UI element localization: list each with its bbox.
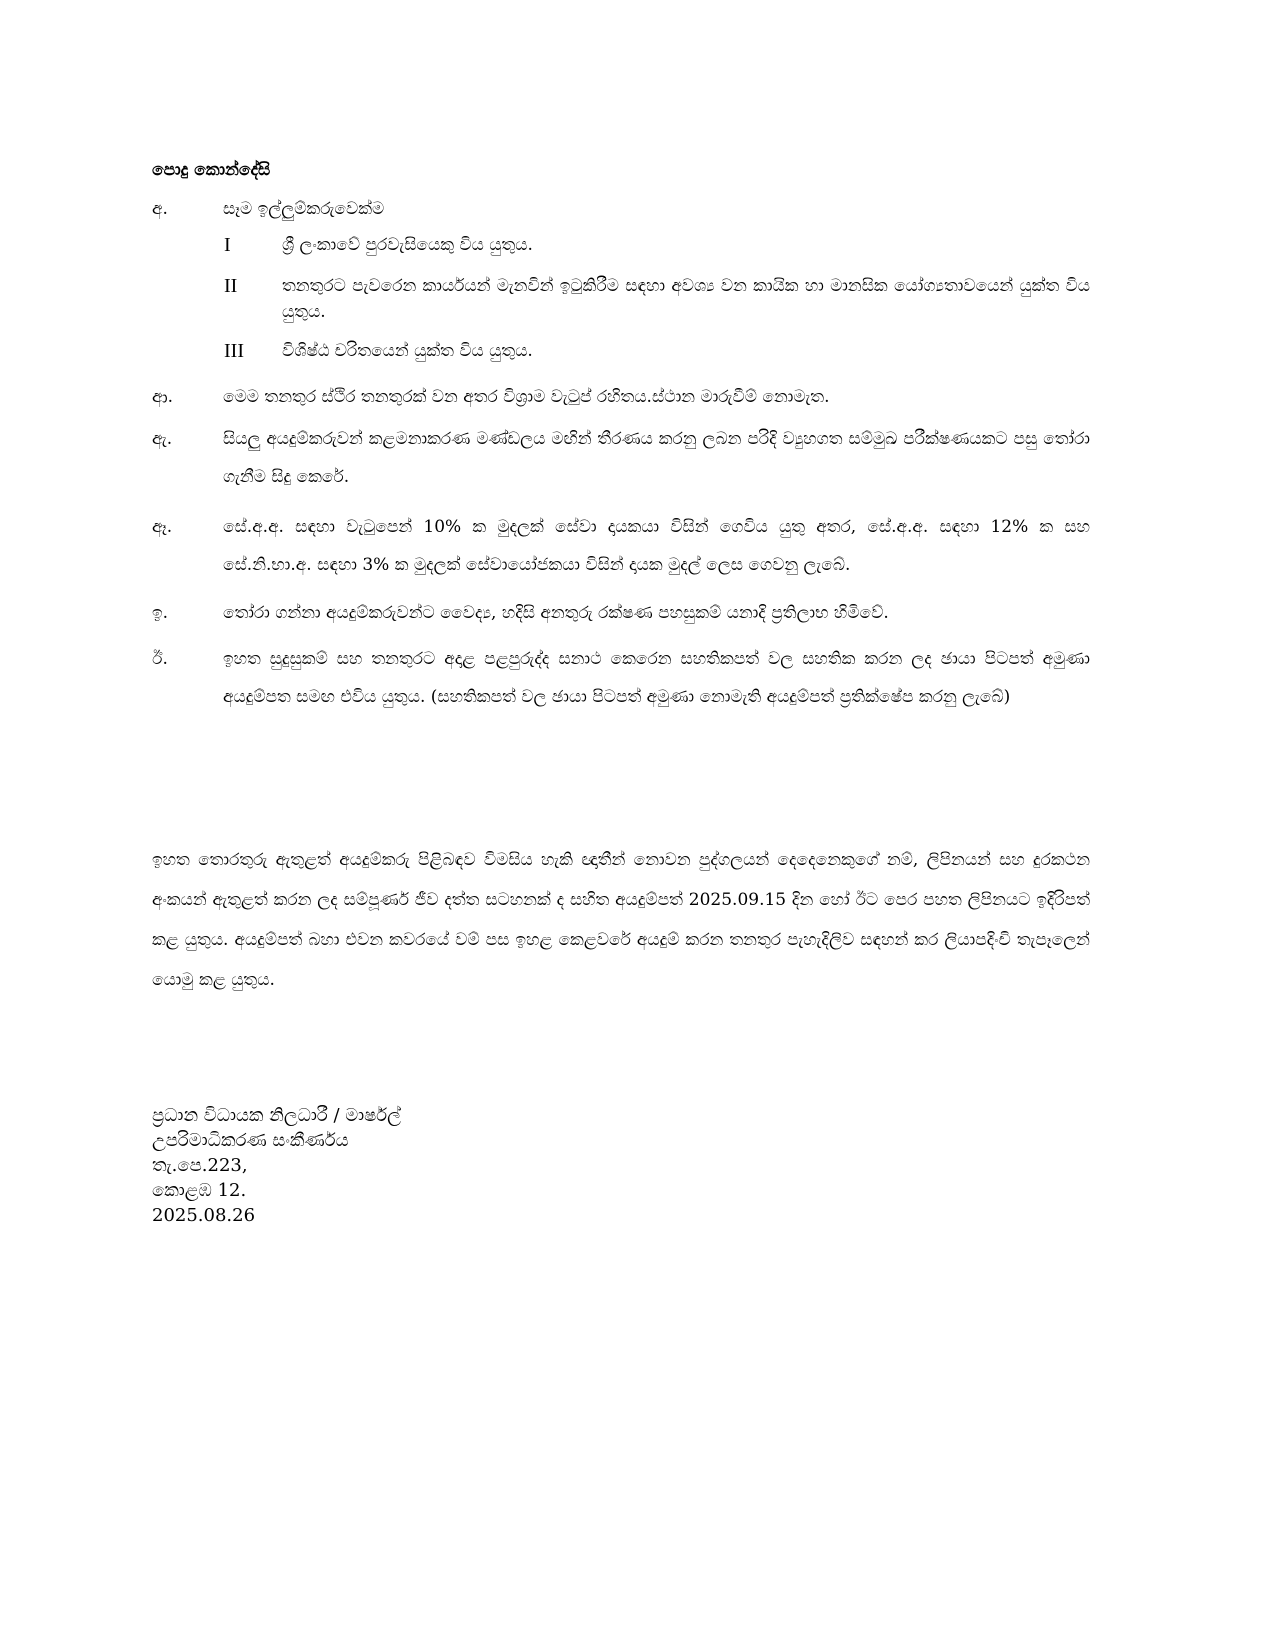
item-text: මෙම තනතුර ස්ථිර තනතුරක් වන අතර විශ්‍රාම වැටුප් රහිතය.ස්ථාන මාරුවීම් නොමැත. [223,387,830,407]
condition-item-aee [152,508,1090,584]
item-marker: අ. [152,199,168,219]
office-name: උපරිමාධිකරණ සංකීර්ණය [152,1130,349,1151]
roman-numeral: I [224,234,231,256]
sub-item-3 [224,338,1090,364]
sub-item-1 [224,232,1090,258]
item-marker: ඇ. [152,429,173,449]
sub-item-text: විශිෂ්ඨ චරිතයෙන් යුක්ත විය යුතුය. [282,341,533,361]
roman-numeral: II [224,275,238,297]
item-marker: ඉ. [152,603,169,623]
item-marker: ආ. [152,387,174,407]
item-marker: ඈ. [152,517,173,537]
section-heading: පොදු කොන්දේසි [152,160,271,180]
po-box: තැ.පෙ.223, [152,1155,248,1176]
item-text: සෑම ඉල්ලුම්කරුවෙක්ම [223,199,385,219]
item-marker: ඊ. [152,649,168,669]
item-text: ඉහත සුදුසුකම් සහ තනතුරට අදාළ පළපුරුද්ද සනාථ කෙරෙන සහතිකපත් වල සහතික කරන ලද ඡායා පිටපත් අමුණා අයදුම්පත සමඟ එවිය යුතුය. (සහතිකපත් වල ඡායා පිටපත් අමුණා නොමැති අයදුම්පත් ප්‍රතික්ෂේප කරනු ලැබේ) [223,649,1090,707]
item-text: තෝරා ගන්නා අයදුම්කරුවන්ට වෛද්‍ය, හදිසි අනතුරු රක්ෂණ පහසුකම් යනාදි ප්‍රතිලාභ හිමිවේ. [223,603,889,623]
sub-item-text: තනතුරට පැවරෙන කාර්යයන් මැනවින් ඉටුකිරීම සඳහා අවශ්‍ය වන කායික හා මානසික යෝග්‍යතාවයෙන් යුක්ත විය යුතුය. [282,276,1090,322]
signature-block [152,1103,401,1228]
condition-item-ii [152,640,1090,716]
condition-item-ae [152,420,1090,496]
condition-item-a [152,190,1090,228]
item-text: සියලු අයදුම්කරුවන් කළමනාකරණ මණ්ඩලය මඟින් තීරණය කරනු ලබන පරිදි ව්‍යුහගත සම්මුඛ පරීක්ෂණයකට පසු තෝරා ගැනීම සිදු කෙරේ. [223,429,1090,487]
signatory-title: ප්‍රධාන විධායක නිලධාරී / මාර්ෂල් [152,1105,401,1126]
roman-numeral: III [224,340,244,362]
city: කොළඹ 12. [152,1180,247,1201]
application-instructions: ඉහත තොරතුරු ඇතුළත් අයදුම්කරු පිළිබඳව විමසිය හැකි ඥාතීන් නොවන පුද්ගලයන් දෙදෙනෙකුගේ නම්, ලිපිනයන් සහ දුරකථන අංකයන් ඇතුළත් කරන ලද සම්පූර්ණ ජීව දත්ත සටහනක් ද සහිත අයදුම්පත් 2025.09.15 දින හෝ ඊට පෙර පහත ලිපිනයට ඉදිරිපත් කළ යුතුය. අයදුම්පත් බහා එවන කවරයේ වම් පස ඉහළ කෙළවරේ අයදුම් කරන තනතුර පැහැදිලිව සඳහන් කර ලියාපදිංචි තැපෑලෙන් යොමු කළ යුතුය. [152,850,1090,990]
sub-item-text: ශ්‍රී ලංකාවේ පුරවැසියෙකු විය යුතුය. [282,235,533,255]
condition-item-aa [152,378,1090,416]
sub-item-2 [224,273,1090,325]
item-text: සේ.අ.අ. සඳහා වැටුපෙන් 10% ක මුදලක් සේවා දායකයා විසින් ගෙවිය යුතු අතර, සේ.අ.අ. සඳහා 12% ක සහ සේ.නි.භා.අ. සඳහා 3% ක මුදලක් සේවායෝජකයා විසින් දායක මුදල් ලෙස ගෙවනු ලැබේ. [223,517,1090,575]
condition-item-i [152,594,1090,632]
issue-date: 2025.08.26 [152,1205,256,1226]
